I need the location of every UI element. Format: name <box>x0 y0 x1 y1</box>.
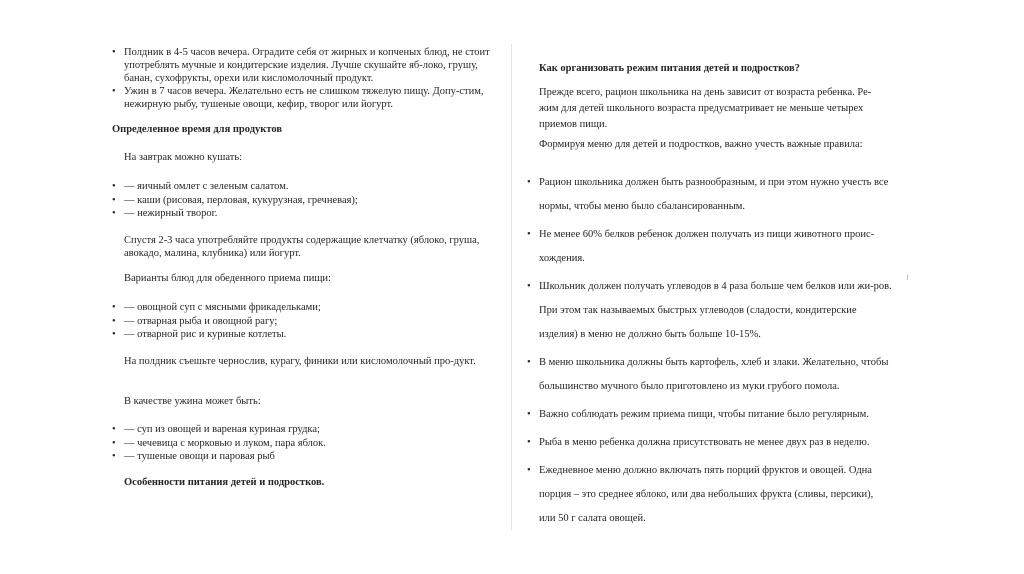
list-item: • — отварная рыба и овощной рагу; <box>112 315 321 329</box>
list-item: • — каши (рисовая, перловая, кукурузная, гречневая); <box>112 194 358 208</box>
list-item: • Не менее 60% белков ребенок должен получать из пищи животного проис-хождения. <box>527 223 892 271</box>
page-edge-mark <box>907 275 908 280</box>
list-item: • Ежедневное меню должно включать пять порций фруктов и овощей. Одна порция – это среднее яблоко, или два небольших фрукта (сливы, персики), или 50 г салата овощей. <box>527 459 892 531</box>
intro-bullet-list <box>112 46 492 111</box>
list-item: • — суп из овощей и вареная куриная грудка; <box>112 423 326 437</box>
list-item: • Школьник должен получать углеводов в 4 раза больше чем белков или жи-ров. При этом так называемых быстрых углеводов (сладости, кондитерские изделия) в меню не должно быть больше 10-15%. <box>527 275 892 347</box>
list-item: • Ужин в 7 часов вечера. Желательно есть не слишком тяжелую пищу. Допу-стим, нежирную рыбу, тушеные овощи, кефир, творог или йогурт. <box>112 85 492 111</box>
dinner-intro: В качестве ужина может быть: <box>124 396 261 407</box>
list-item: • Важно соблюдать режим приема пищи, чтобы питание было регулярным. <box>527 403 892 427</box>
rules-list <box>527 171 892 531</box>
column-divider <box>511 44 512 530</box>
list-item: • — тушеные овощи и паровая рыб <box>112 450 326 464</box>
list-item: • Рацион школьника должен быть разнообразным, и при этом нужно учесть все нормы, чтобы меню было сбалансированным. <box>527 171 892 219</box>
list-item: • В меню школьника должны быть картофель, хлеб и злаки. Желательно, чтобы большинство мучного было приготовлено из муки грубого помола. <box>527 351 892 399</box>
breakfast-list <box>112 180 358 221</box>
list-item: • — отварной рис и куриные котлеты. <box>112 328 321 342</box>
dinner-list <box>112 423 326 464</box>
section-heading: Определенное время для продуктов <box>112 124 282 135</box>
list-item: • Рыба в меню ребенка должна присутствовать не менее двух раз в неделю. <box>527 431 892 455</box>
rules-intro: Формируя меню для детей и подростков, важно учесть важные правила: <box>539 139 863 150</box>
section-heading: Особенности питания детей и подростков. <box>124 477 325 488</box>
section-heading: Как организовать режим питания детей и подростков? <box>539 63 800 74</box>
breakfast-intro: На завтрак можно кушать: <box>124 152 243 163</box>
intro-paragraph: Прежде всего, рацион школьника на день зависит от возраста ребенка. Ре-жим для детей школьного возраста предусматривает не меньше четырех приемов пищи. <box>539 87 872 130</box>
fiber-paragraph: Спустя 2-3 часа употребляйте продукты содержащие клетчатку (яблоко, груша, авокадо, малина, клубника) или йогурт. <box>124 235 480 259</box>
list-item: • Полдник в 4-5 часов вечера. Оградите себя от жирных и копченых блюд, не стоит употреблять мучные и кондитерские изделия. Лучше скушайте яб-локо, грушу, банан, сухофрукты, орехи или кисломолочный продукт. <box>112 46 492 85</box>
list-item: • — яичный омлет с зеленым салатом. <box>112 180 358 194</box>
lunch-intro: Варианты блюд для обеденного приема пищи: <box>124 273 331 284</box>
snack-paragraph: На полдник съешьте чернослив, курагу, финики или кисломолочный про-дукт. <box>124 356 476 367</box>
list-item: • — чечевица с морковью и луком, пара яблок. <box>112 437 326 451</box>
list-item: • — нежирный творог. <box>112 207 358 221</box>
lunch-list <box>112 301 321 342</box>
list-item: • — овощной суп с мясными фрикадельками; <box>112 301 321 315</box>
